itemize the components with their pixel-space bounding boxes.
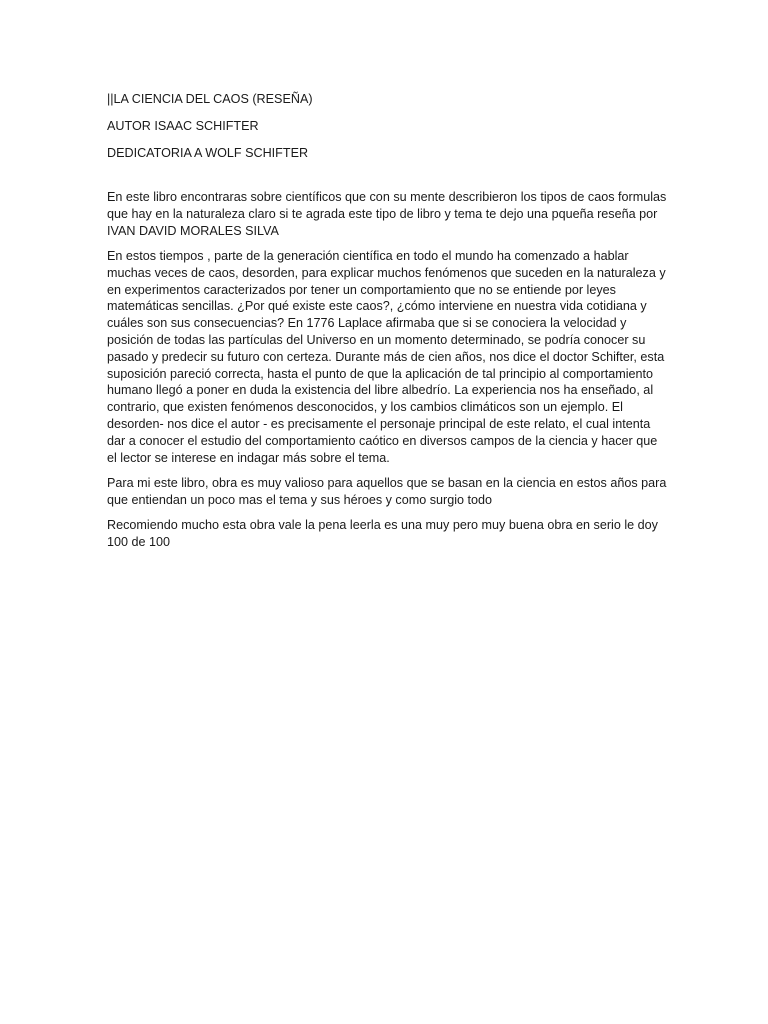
dedication-line: DEDICATORIA A WOLF SCHIFTER xyxy=(107,145,309,160)
section-spacer xyxy=(107,172,667,189)
opinion-paragraph: Para mi este libro, obra es muy valioso para aquellos que se basan en la ciencia en estos años para que entiendan un poco mas el tema y sus héroes y como surgio todo xyxy=(107,475,667,507)
review-paragraph: En estos tiempos , parte de la generación científica en todo el mundo ha comenzado a hablar muchas veces de caos, desorden, para explicar muchos fenómenos que suceden en la naturaleza y en experimentos caracterizados por tener un comportamiento que no se entiende por leyes matemáticas sencillas. ¿Por qué existe este caos?, ¿cómo interviene en nuestra vida cotidiana y cuáles son sus consecuencias? En 1776 Laplace afirmaba que si se conociera la velocidad y posición de todas las partículas del Universo en un momento determinado, se podría conocer su pasado y predecir su futuro con certeza. Durante más de cien años, nos dice el doctor Schifter, esta suposición pareció correcta, hasta el punto de que la aplicación de tal principio al comportamiento humano llegó a poner en duda la existencia del libre albedrío. La experiencia nos ha enseñado, al contrario, que existen fenómenos desconocidos, y los cambios climáticos son un ejemplo. El desorden- nos dice el autor - es precisamente el personaje principal de este relato, el cual intenta dar a conocer el estudio del comportamiento caótico en diversos campos de la ciencia y hacer que el lector se interese en indagar más sobre el tema. xyxy=(107,248,666,465)
author-line: AUTOR ISAAC SCHIFTER xyxy=(107,118,259,133)
document-body xyxy=(107,91,667,559)
recommendation-paragraph: Recomiendo mucho esta obra vale la pena leerla es una muy pero muy buena obra en serio le doy 100 de 100 xyxy=(107,518,658,549)
intro-paragraph: En este libro encontraras sobre científicos que con su mente describieron los tipos de caos formulas que hay en la naturaleza claro si te agrada este tipo de libro y tema te dejo una pqueña reseña por IVAN DAVID MORALES SILVA xyxy=(107,189,667,238)
document-title: ||LA CIENCIA DEL CAOS (RESEÑA) xyxy=(107,92,313,106)
